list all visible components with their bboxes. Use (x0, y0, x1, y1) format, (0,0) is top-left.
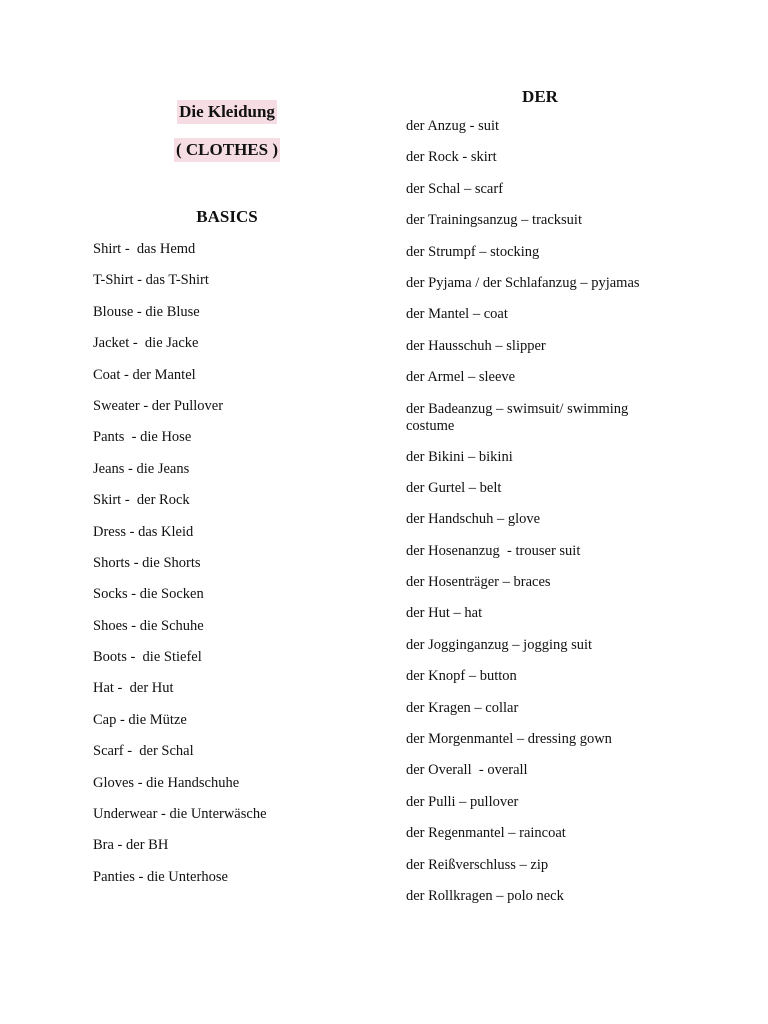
list-item: der Hosenträger – braces (406, 574, 551, 591)
list-item: der Morgenmantel – dressing gown (406, 731, 612, 748)
list-item: der Bikini – bikini (406, 448, 513, 465)
list-item: der Regenmantel – raincoat (406, 825, 566, 842)
list-item: der Pyjama / der Schlafanzug – pyjamas (406, 274, 640, 291)
right-column (406, 86, 666, 919)
list-item: der Hausschuh – slipper (406, 337, 546, 354)
list-item: der Schal – scarf (406, 180, 504, 197)
list-item: der Pulli – pullover (406, 793, 519, 810)
list-item: der Strumpf – stocking (406, 243, 540, 260)
list-item: der Armel – sleeve (406, 369, 516, 386)
list-item: Dress - das Kleid (93, 523, 194, 540)
list-item: der Reißverschluss – zip (406, 856, 549, 873)
list-item: Jeans - die Jeans (93, 460, 190, 477)
list-item: Underwear - die Unterwäsche (93, 806, 267, 823)
list-item: Bra - der BH (93, 837, 169, 854)
list-item: Gloves - die Handschuhe (93, 774, 240, 791)
list-item: Blouse - die Bluse (93, 303, 200, 320)
basics-heading: BASICS (196, 207, 258, 226)
list-item: Pants - die Hose (93, 429, 192, 446)
basics-list (93, 240, 383, 899)
list-item: Skirt - der Rock (93, 492, 190, 509)
title-block (93, 100, 361, 162)
list-item: der Trainingsanzug – tracksuit (406, 212, 582, 229)
list-item: der Handschuh – glove (406, 511, 541, 528)
list-item: der Badeanzug – swimsuit/ swimming costume (406, 400, 632, 434)
list-item: Hat - der Hut (93, 680, 174, 697)
list-item: der Hut – hat (406, 605, 483, 622)
list-item: der Hosenanzug - trouser suit (406, 542, 581, 559)
list-item: Jacket - die Jacke (93, 335, 199, 352)
list-item: Sweater - der Pullover (93, 397, 224, 414)
list-item: Boots - die Stiefel (93, 649, 202, 666)
der-heading: DER (522, 87, 558, 106)
list-item: Coat - der Mantel (93, 366, 196, 383)
list-item: der Anzug - suit (406, 118, 500, 134)
list-item: Scarf - der Schal (93, 743, 194, 760)
list-item: der Gurtel – belt (406, 479, 502, 496)
page-subtitle: ( CLOTHES ) (174, 138, 280, 162)
list-item: der Kragen – collar (406, 699, 519, 716)
list-item: Shorts - die Shorts (93, 554, 201, 571)
list-item: Cap - die Mütze (93, 711, 187, 728)
list-item: T-Shirt - das T-Shirt (93, 272, 209, 289)
page-title: Die Kleidung (177, 100, 277, 124)
list-item: Panties - die Unterhose (93, 868, 228, 885)
list-item: der Mantel – coat (406, 306, 508, 323)
list-item: der Rollkragen – polo neck (406, 887, 564, 904)
list-item: der Overall - overall (406, 762, 528, 779)
list-item: Shirt - das Hemd (93, 241, 196, 257)
list-item: der Knopf – button (406, 668, 517, 685)
list-item: der Rock - skirt (406, 149, 497, 166)
list-item: der Jogginganzug – jogging suit (406, 636, 593, 653)
der-list (406, 118, 666, 919)
left-column (93, 100, 383, 899)
list-item: Shoes - die Schuhe (93, 617, 204, 634)
list-item: Socks - die Socken (93, 586, 204, 603)
